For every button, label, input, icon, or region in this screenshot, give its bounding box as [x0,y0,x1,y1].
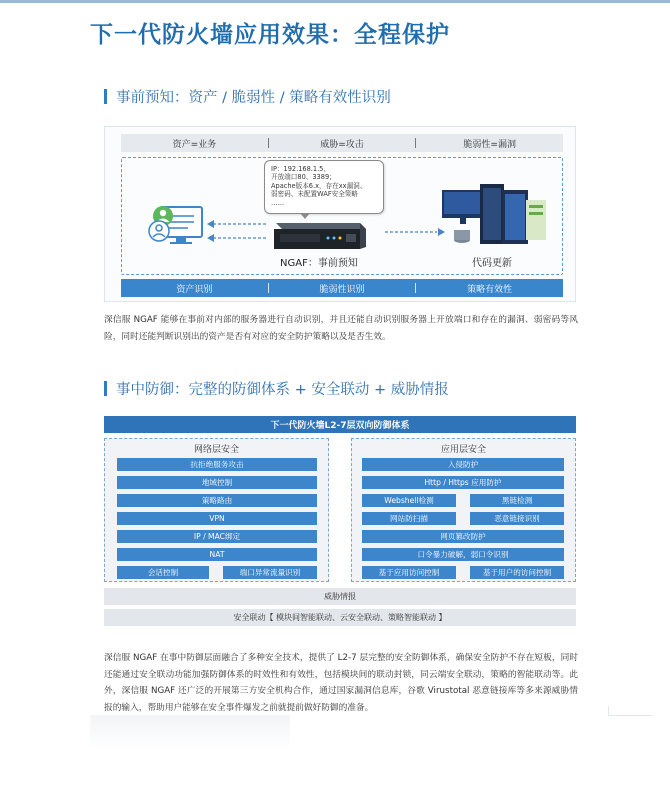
asset-info-bubble [264,160,384,214]
section1-heading [104,86,391,106]
decorative-shade [90,715,290,749]
application-security-panel [351,438,576,582]
header-col-threat: 威胁=攻击 [320,139,364,150]
update-label: 代码更新 [472,258,512,269]
network-item: 抗拒绝服务攻击 [117,458,317,471]
network-item: 会话控制 [117,566,209,579]
network-panel-title: 网络层安全 [193,445,239,455]
section1-paragraph: 深信服 NGAF 能够在事前对内部的服务器进行自动识别，并且还能自动识别服务器上开放端口和存在的漏洞、弱密码等风险，同时还能判断识别出的资产是否有对应的安全防护策略以及是否生效。 [104,315,578,342]
heading-bar [104,89,107,104]
network-item: 地域控制 [117,476,317,489]
firewall-device-icon [268,219,368,253]
app-item: 基于应用访问控制 [362,566,456,579]
network-security-panel [104,438,329,582]
device-label: NGAF：事前预知 [280,258,358,269]
app-item: 黑链检测 [470,494,564,507]
bubble-line: 开放端口80、3389； [271,173,336,182]
app-item: 口令暴力破解，弱口令识别 [362,548,564,561]
app-item: Webshell检测 [362,494,456,507]
bubble-line: 弱密码、未配置WAF安全策略 [271,190,358,199]
app-item: 基于用户的访问控制 [470,566,564,579]
diagram1-footer [121,279,563,297]
network-item: 策略路由 [117,494,317,507]
bubble-line: Apache版本6.x，存在xx漏洞、 [271,181,367,190]
footer-col-asset-id: 资产识别 [176,284,213,295]
network-item: IP / MAC绑定 [117,530,317,543]
app-item: 入侵防护 [362,458,564,471]
app-item: 网页篡改防护 [362,530,564,543]
app-item: 网站防扫描 [362,512,456,525]
bubble-line: IP：192.168.1.5、 [271,165,330,173]
section1-heading-text: 事前预知：资产 / 脆弱性 / 策略有效性识别 [116,89,391,106]
section2-heading-text: 事中防御：完整的防御体系 + 安全联动 + 威胁情报 [116,381,449,398]
app-item: Http / Https 应用防护 [362,476,564,489]
header-col-asset: 资产=业务 [172,139,217,150]
section2-paragraph: 深信服 NGAF 在事中防御层面融合了多种安全技术，提供了 L2-7 层完整的安全防御体系，确保安全防护不存在短板，同时还能通过安全联动功能加强防御体系的时效性和有效性，包括模块间的联动封锁，同云端安全联动，策略的智能联动等。此外，深信服 NGAF 还广泛的开展第三方安全机构合作，通过国家漏洞信息库，谷歌 Virustotal 恶意链接库等多来源威胁情报的输入，帮助用户能够在安全事件爆发之前就提前做好防御的准备。 [104,653,578,713]
network-item: NAT [117,548,317,561]
heading-bar [104,381,107,396]
server-update-icon [440,180,550,250]
footer-col-policy: 策略有效性 [467,284,513,295]
user-profile-icon [148,220,170,242]
defense-system-title: 下一代防火墙L2-7层双向防御体系 [104,416,576,433]
security-linkage-bar: 安全联动【 模块间智能联动、云安全联动、策略智能联动 】 [104,609,576,626]
diagram1-header [121,134,563,152]
decorative-corner [608,706,652,716]
network-item: 端口异常流量识别 [223,566,317,579]
footer-col-vuln-id: 脆弱性识别 [319,284,365,295]
section2-heading [104,378,449,398]
threat-intel-bar: 威胁情报 [104,588,576,605]
app-item: 恶意链接识别 [470,512,564,525]
app-panel-title: 应用层安全 [440,445,486,455]
top-rule [0,0,670,3]
page-title: 下一代防火墙应用效果：全程保护 [90,22,450,48]
bubble-line: …… [271,198,285,207]
network-item: VPN [117,512,317,525]
header-col-vuln: 脆弱性=漏洞 [463,139,516,150]
